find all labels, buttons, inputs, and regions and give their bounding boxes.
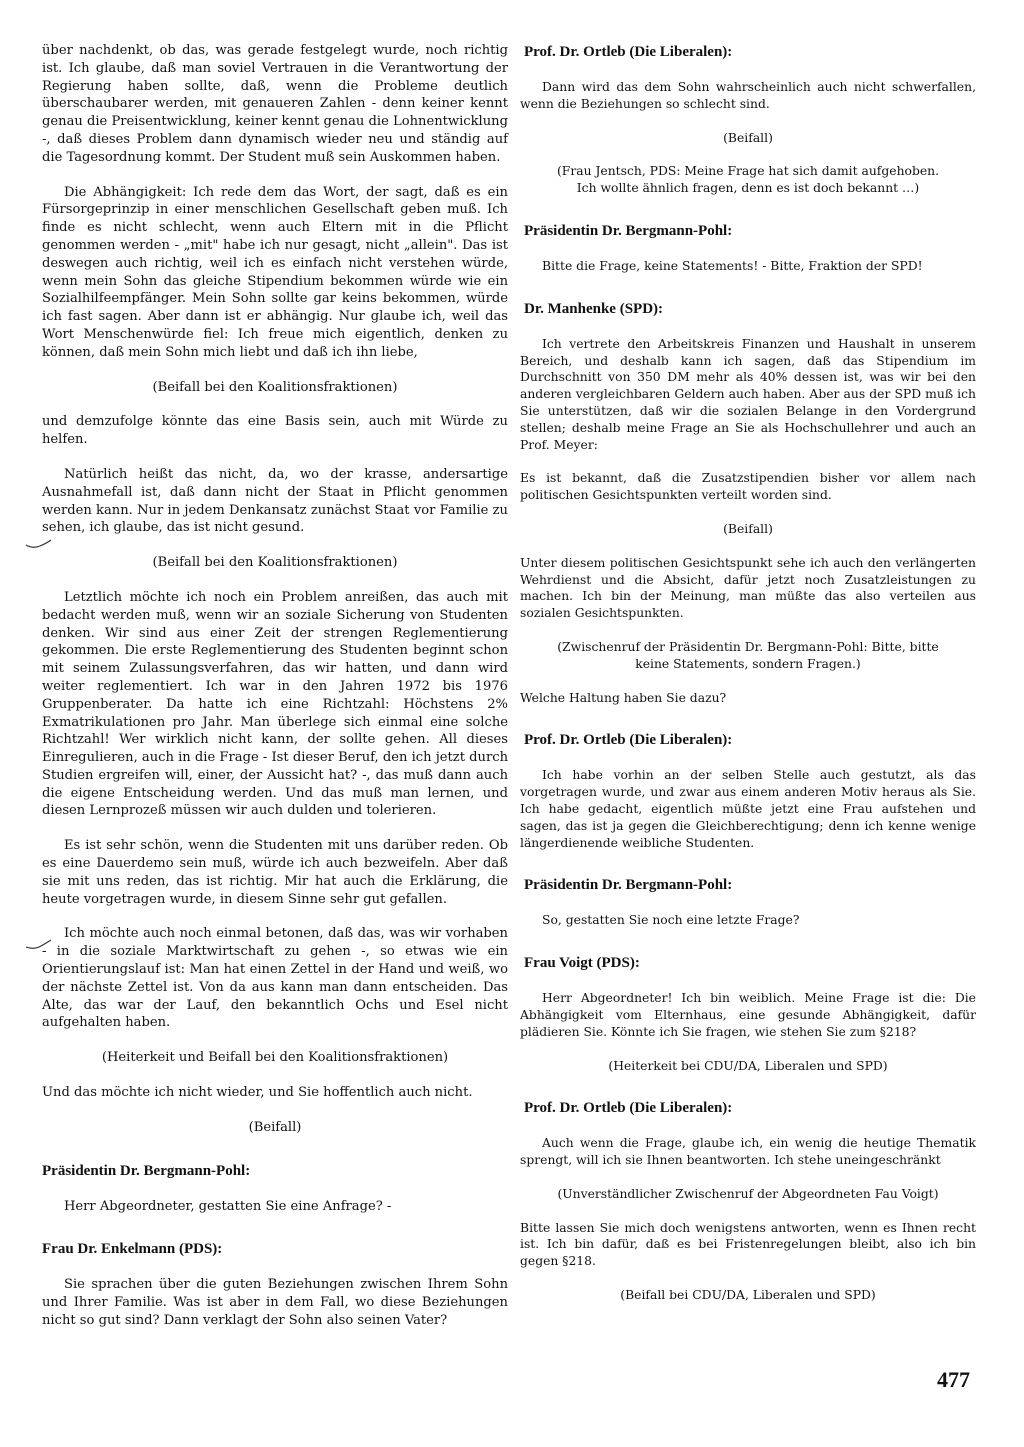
paragraph: Welche Haltung haben Sie dazu?: [520, 690, 727, 705]
speaker-heading: Präsidentin Dr. Bergmann-Pohl:: [524, 222, 733, 239]
paragraph: Unter diesem politischen Gesichtspunkt sehe ich auch den verlängerten Wehrdienst und die Absicht, dafür jetzt noch Zusatzleistungen zu machen. Ich bin der Meinung, man müßte das also verteilen aus sozialen Gesichtspunkten.: [520, 555, 976, 621]
paragraph: Letztlich möchte ich noch ein Problem anreißen, das auch mit bedacht werden muß, wenn wir an soziale Sicherung von Studenten denken. Wir sind aus einer Zeit der strengen Reglementierung gekommen. Die erste Reglementierung des Studenten beginnt schon mit seinem Zulassungsverfahren, das wir hatten, und dann wird weiter reglementiert. Ich war in den Jahren 1972 bis 1976 Gruppenberater. Da hatte ich eine Richtzahl: Höchstens 2% Exmatrikulationen pro Jahr. Man überlege sich einmal eine solche Richtzahl! Wer wirklich nicht kann, der sollte gehen. All dieses Einregulieren, auch in die Frage - Ist dieser Beruf, den ich jetzt durch Studien ergreifen will, einer, der Aussicht hat? -, das muß dann auch die eigene Entscheidung werden. Und das muß man lernen, und diesen Lernprozeß müssen wir auch dulden und tolerieren.: [42, 589, 508, 819]
speaker-heading: Frau Dr. Enkelmann (PDS):: [42, 1241, 223, 1258]
paragraph: Auch wenn die Frage, glaube ich, ein wenig die heutige Thematik sprengt, will ich sie Ihnen beantworten. Ich stehe uneingeschränkt: [520, 1136, 976, 1168]
paragraph: Es ist sehr schön, wenn die Studenten mit uns darüber reden. Ob es eine Dauerdemo sein muß, würde ich auch bezweifeln. Aber daß sie mit uns reden, das ist richtig. Mir hat auch die Erklärung, die heute vorgetragen wurde, in diesem Sinne sehr gut gefallen.: [42, 838, 508, 907]
paragraph: So, gestatten Sie noch eine letzte Frage?: [542, 913, 800, 928]
interjection-note: (Beifall bei den Koalitionsfraktionen): [152, 379, 398, 395]
speaker-heading: Frau Voigt (PDS):: [524, 955, 640, 972]
speaker-heading: Prof. Dr. Ortleb (Die Liberalen):: [524, 44, 733, 60]
paragraph: Bitte die Frage, keine Statements! - Bitte, Fraktion der SPD!: [542, 258, 923, 273]
interjection-note: (Beifall): [723, 521, 773, 536]
speaker-heading: Dr. Manhenke (SPD):: [524, 300, 664, 317]
paragraph: Natürlich heißt das nicht, da, wo der krasse, andersartige Ausnahmefall ist, daß dann nicht der Staat in Pflicht genommen werden kann. Nur in jedem Denkansatz zunächst Staat vor Familie zu sehen, ich glaube, das ist nicht gesund.: [42, 466, 508, 536]
paragraph: Herr Abgeordneter, gestatten Sie eine Anfrage? -: [64, 1198, 392, 1214]
paragraph: Ich vertrete den Arbeitskreis Finanzen und Haushalt in unserem Bereich, und deshalb kann ich sagen, daß das Stipendium im Durchschnitt von 350 DM mehr als 40% dessen ist, was wir bei den anderen vergleichbaren Geldern auch haben. Aber aus der SPD muß ich Sie unterstützen, daß wir die sozialen Belange in den Vordergrund stellen; deshalb meine Frage an Sie als Hochschullehrer und auch an Prof. Meyer:: [520, 336, 976, 452]
speaker-heading: Präsidentin Dr. Bergmann-Pohl:: [42, 1162, 251, 1179]
paragraph: Bitte lassen Sie mich doch wenigstens antworten, wenn es Ihnen recht ist. Ich bin dafür, daß es bei Fristenregelungen bleibt, also ich bin gegen §218.: [520, 1220, 976, 1269]
paragraph: Ich habe vorhin an der selben Stelle auch gestutzt, als das vorgetragen wurde, und zwar aus einem anderen Motiv heraus als Sie. Ich habe gedacht, eigentlich müßte jetzt eine Frau aufstehen und sagen, das ist ja gegen die Gleichberechtigung; denn ich kenne wenige längerdienende weibliche Studenten.: [520, 768, 976, 850]
paragraph: und demzufolge könnte das eine Basis sein, auch mit Würde zu helfen.: [42, 414, 508, 448]
interjection-note: (Beifall bei CDU/DA, Liberalen und SPD): [620, 1288, 876, 1303]
interjection-note: (Zwischenruf der Präsidentin Dr. Bergmann-Pohl: Bitte, bitte keine Statements, sondern Fragen.): [557, 639, 939, 671]
margin-pen-mark: [24, 938, 52, 952]
speaker-heading: Prof. Dr. Ortleb (Die Liberalen):: [524, 1100, 733, 1117]
interjection-note: (Beifall): [248, 1119, 302, 1135]
right-column: [520, 42, 976, 1321]
paragraph: Und das möchte ich nicht wieder, und Sie hoffentlich auch nicht.: [42, 1085, 473, 1101]
interjection-note: (Heiterkeit und Beifall bei den Koalitionsfraktionen): [101, 1050, 449, 1066]
paragraph: über nachdenkt, ob das, was gerade festgelegt wurde, noch richtig ist. Ich glaube, daß man soviel Vertrauen in die Verantwortung der Regierung haben sollte, daß, wenn die Probleme deutlich überschaubarer werden, mit genaueren Zahlen - denn keiner kennt genau die Preisentwicklung, keiner kennt genau die Lohnentwicklung -, daß dieses Problem dann dynamisch wieder neu und ständig auf die Tagesordnung kommt. Der Student muß sein Auskommen haben.: [42, 43, 508, 165]
margin-pen-mark: [24, 537, 52, 551]
interjection-note: (Beifall): [723, 130, 773, 145]
paragraph: Dann wird das dem Sohn wahrscheinlich auch nicht schwerfallen, wenn die Beziehungen so schlecht sind.: [520, 80, 976, 111]
interjection-note: (Unverständlicher Zwischenruf der Abgeordneten Fau Voigt): [557, 1186, 939, 1201]
paragraph: Herr Abgeordneter! Ich bin weiblich. Meine Frage ist die: Die Abhängigkeit vom Elternhaus, eine gesunde Abhängigkeit, dafür plädieren Sie. Könnte ich Sie fragen, wie stehen Sie zum §218?: [520, 991, 976, 1039]
speaker-heading: Prof. Dr. Ortleb (Die Liberalen):: [524, 732, 733, 749]
interjection-note: (Heiterkeit bei CDU/DA, Liberalen und SPD): [608, 1058, 888, 1073]
left-column: [42, 42, 508, 1347]
interjection-note: (Beifall bei den Koalitionsfraktionen): [152, 555, 398, 571]
paragraph: Sie sprachen über die guten Beziehungen zwischen Ihrem Sohn und Ihrer Familie. Was ist aber in dem Fall, wo diese Beziehungen nicht so gut sind? Dann verklagt der Sohn also seinen Vater?: [42, 1277, 508, 1329]
paragraph: Die Abhängigkeit: Ich rede dem das Wort, der sagt, daß es ein Fürsorgeprinzip in einer menschlichen Gesellschaft geben muß. Ich finde es nicht schlecht, wenn auch Eltern mit in die Pflicht genommen werden - „mit" habe ich nur gesagt, nicht „allein". Das ist deswegen auch richtig, weil ich es einfach nicht verstehen würde, wenn mein Sohn das gleiche Stipendium bekommen würde wie ein Sozialhilfeempfänger. Mein Sohn sollte gar keins bekommen, würde ich fast sagen. Aber dann ist er abhängig. Nur glaube ich, weil das Wort Menschenwürde fiel: Ich freue mich eigentlich, denken zu können, daß mein Sohn mich liebt und daß ich ihn liebe,: [42, 184, 508, 360]
page-number: 477: [937, 1367, 970, 1392]
interjection-note: (Frau Jentsch, PDS: Meine Frage hat sich damit aufgehoben. Ich wollte ähnlich fragen, denn es ist doch bekannt …): [556, 164, 940, 196]
speaker-heading: Präsidentin Dr. Bergmann-Pohl:: [524, 877, 733, 894]
paragraph: Ich möchte auch noch einmal betonen, daß das, was wir vorhaben - in die soziale Marktwirtschaft zu gehen -, so etwas wie ein Orientierungslauf ist: Man hat einen Zettel in der Hand und weiß, wo der nächste Zettel ist. Von da aus kann man dann entscheiden. Das Alte, das war der Lauf, den bekanntlich Ochs und Esel nicht aufgehalten haben.: [42, 926, 508, 1031]
paragraph: Es ist bekannt, daß die Zusatzstipendien bisher vor allem nach politischen Gesichtspunkten verteilt worden sind.: [520, 471, 976, 503]
